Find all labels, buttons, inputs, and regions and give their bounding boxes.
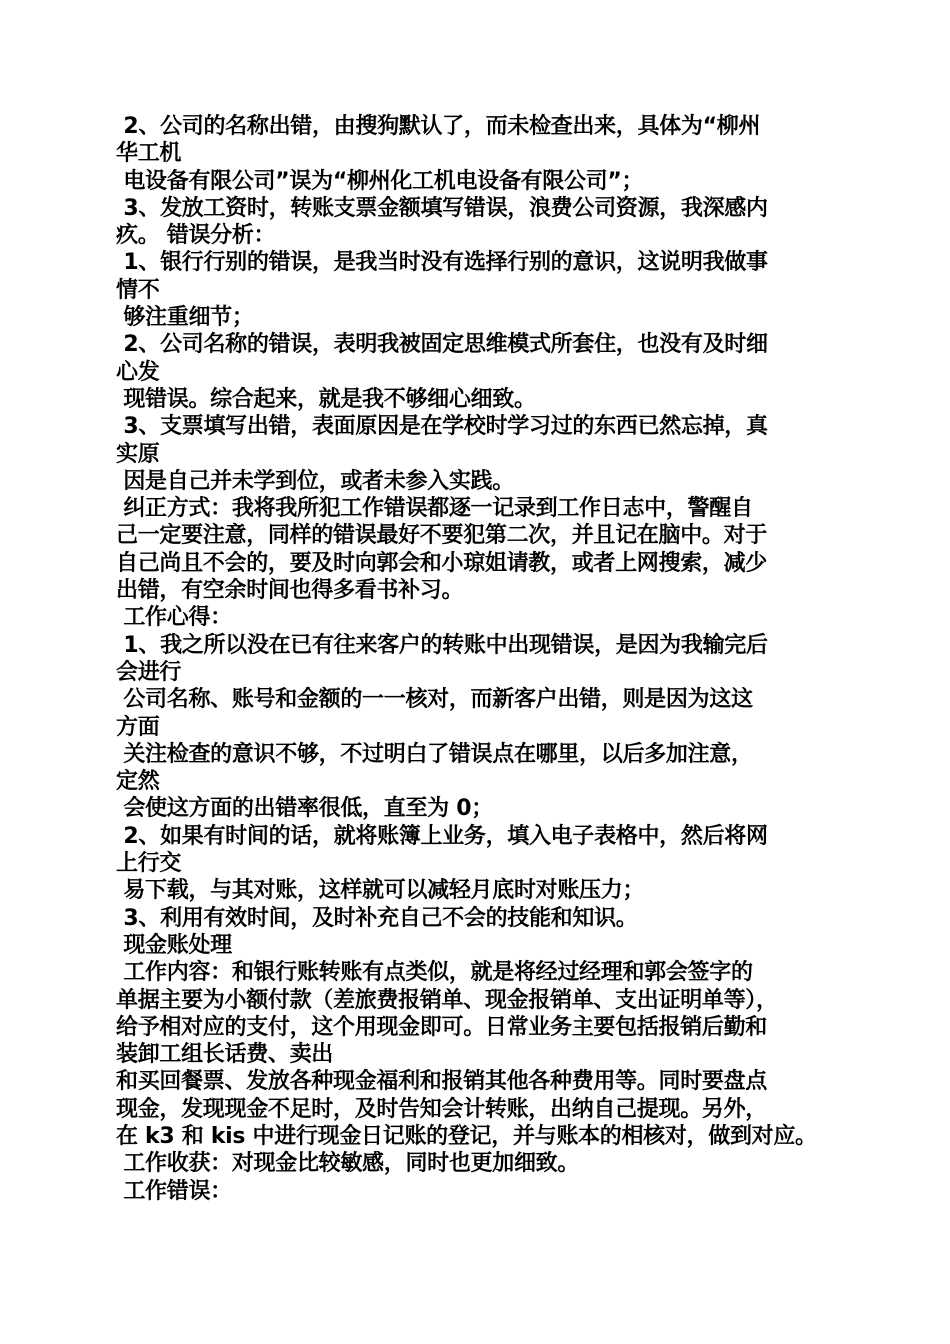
text-line: 关注检查的意识不够，不过明白了错误点在哪里，以后多加注意， [116, 741, 753, 767]
text-line: 疚。 错误分析： [116, 223, 276, 249]
text-line: 己一定要注意，同样的错误最好不要犯第二次，并且记在脑中。对于 [116, 523, 768, 549]
text-line: 会使这方面的出错率很低，直至为 0； [116, 796, 493, 822]
text-line: 工作错误： [116, 1178, 232, 1204]
text-line: 工作收获：对现金比较敏感，同时也更加细致。 [116, 1151, 580, 1177]
text-line: 公司名称、账号和金额的一一核对，而新客户出错，则是因为这这 [116, 687, 753, 713]
text-line: 情不 [116, 277, 160, 303]
text-line: 3、支票填写出错，表面原因是在学校时学习过的东西已然忘掉，真 [116, 414, 768, 440]
document-body [116, 113, 876, 1205]
text-line: 在 k3 和 kis 中进行现金日记账的登记，并与账本的相核对，做到对应。 [116, 1123, 817, 1149]
text-line: 工作心得： [116, 605, 232, 631]
text-line: 电设备有限公司”误为“柳州化工机电设备有限公司”； [116, 168, 644, 194]
text-line: 心发 [116, 359, 160, 385]
text-line: 单据主要为小额付款（差旅费报销单、现金报销单、支出证明单等）， [116, 987, 778, 1013]
text-line: 工作内容：和银行账转账有点类似，就是将经过经理和郭会签字的 [116, 960, 753, 986]
text-line: 和买回餐票、发放各种现金福利和报销其他各种费用等。同时要盘点 [116, 1069, 768, 1095]
text-line: 1、银行行别的错误，是我当时没有选择行别的意识，这说明我做事 [116, 250, 768, 276]
text-line: 易下载，与其对账，这样就可以减轻月底时对账压力； [116, 878, 645, 904]
text-line: 3、利用有效时间，及时补充自己不会的技能和知识。 [116, 905, 638, 931]
text-line: 3、发放工资时，转账支票金额填写错误，浪费公司资源，我深感内 [116, 195, 768, 221]
text-line: 实原 [116, 441, 160, 467]
text-line: 2、公司名称的错误，表明我被固定思维模式所套住，也没有及时细 [116, 332, 768, 358]
text-line: 2、如果有时间的话，就将账簿上业务，填入电子表格中，然后将网 [116, 823, 768, 849]
text-line: 2、公司的名称出错，由搜狗默认了，而未检查出来，具体为“柳州 [116, 114, 761, 139]
text-line: 现金，发现现金不足时，及时告知会计转账，出纳自己提现。另外， [116, 1096, 768, 1122]
text-line: 定然 [116, 769, 160, 795]
text-line: 方面 [116, 714, 160, 740]
text-line: 装卸工组长话费、卖出 [116, 1042, 334, 1068]
text-line: 1、我之所以没在已有往来客户的转账中出现错误，是因为我输完后 [116, 632, 768, 658]
text-line: 华工机 [116, 141, 182, 167]
text-line: 会进行 [116, 659, 182, 685]
text-line: 纠正方式：我将我所犯工作错误都逐一记录到工作日志中，警醒自 [116, 496, 753, 522]
text-line: 因是自己并未学到位，或者未参入实践。 [116, 468, 514, 494]
text-line: 现金账处理 [116, 932, 232, 958]
text-line: 现错误。综合起来，就是我不够细心细致。 [116, 386, 536, 412]
text-line: 给予相对应的支付，这个用现金即可。日常业务主要包括报销后勤和 [116, 1014, 768, 1040]
text-line: 够注重细节； [116, 305, 254, 331]
text-line: 上行交 [116, 851, 182, 877]
text-line: 自己尚且不会的，要及时向郭会和小琼姐请教，或者上网搜索，减少 [116, 550, 768, 576]
text-line: 出错，有空余时间也得多看书补习。 [116, 578, 464, 604]
